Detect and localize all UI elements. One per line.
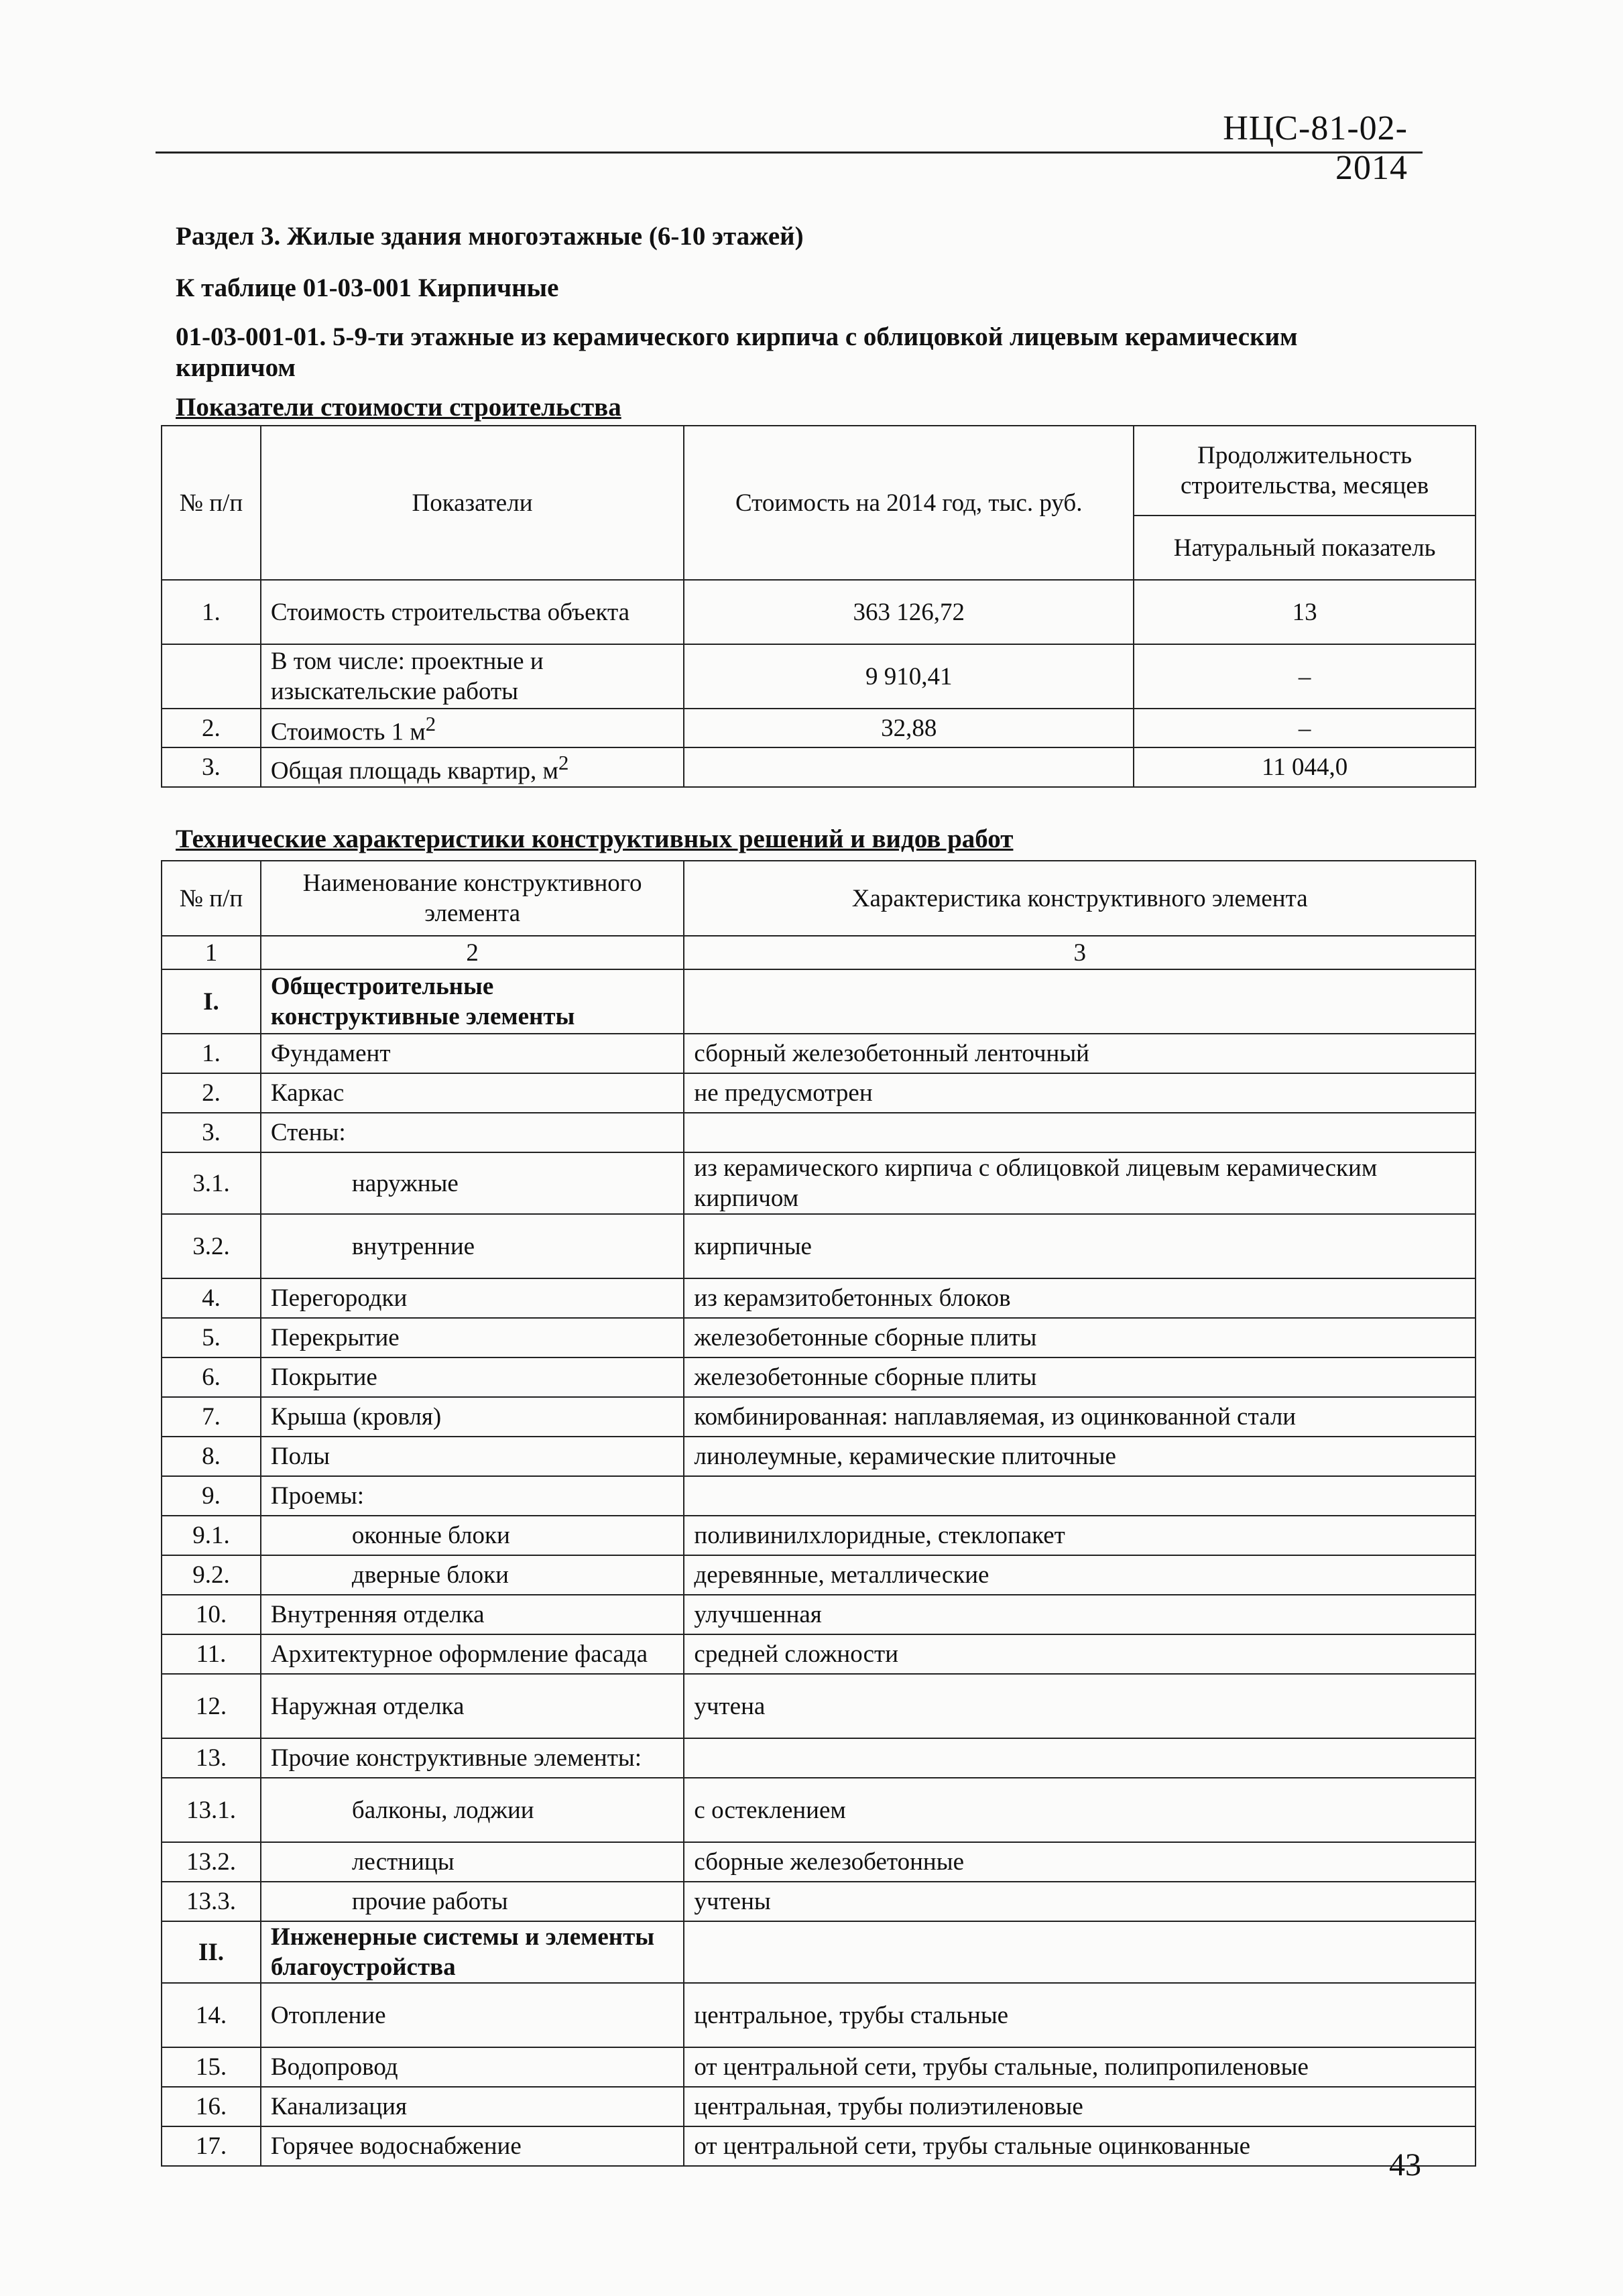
- element-characteristic: [684, 969, 1476, 1034]
- tech-header-name: Наименование конструктивного элемента: [261, 861, 684, 936]
- indicator-name: Общая площадь квартир, м: [270, 757, 558, 785]
- table-row: [162, 709, 1476, 747]
- row-number: 1.: [162, 580, 261, 644]
- element-characteristic: центральная, трубы полиэтиленовые: [684, 2087, 1476, 2126]
- element-name: дверные блоки: [261, 1555, 684, 1595]
- element-characteristic: от центральной сети, трубы стальные оцинкованные: [684, 2126, 1476, 2166]
- indicator-name: Стоимость 1 м: [270, 718, 426, 746]
- row-number: II.: [162, 1921, 261, 1983]
- table-row: [162, 580, 1476, 644]
- element-name: Наружная отделка: [261, 1674, 684, 1738]
- header-rule: [156, 152, 1423, 154]
- table-row: [162, 2126, 1476, 2166]
- element-characteristic: поливинилхлоридные, стеклопакет: [684, 1516, 1476, 1555]
- superscript: 2: [425, 713, 436, 735]
- element-name: Канализация: [261, 2087, 684, 2126]
- row-number: 3.: [162, 1113, 261, 1152]
- column-number: 1: [162, 936, 261, 969]
- row-number: 8.: [162, 1437, 261, 1476]
- element-characteristic: железобетонные сборные плиты: [684, 1318, 1476, 1357]
- element-name: Отопление: [261, 1983, 684, 2047]
- row-number: 11.: [162, 1634, 261, 1674]
- indicator-value: –: [1134, 644, 1476, 709]
- table-row: [162, 747, 1476, 786]
- element-name: Инженерные системы и элементы благоустройства: [261, 1921, 684, 1983]
- row-number: [162, 644, 261, 709]
- indicator-value: 13: [1134, 580, 1476, 644]
- table-row: [162, 1476, 1476, 1516]
- element-characteristic: [684, 1921, 1476, 1983]
- table-row: [162, 1152, 1476, 1214]
- row-number: 14.: [162, 1983, 261, 2047]
- row-number: 4.: [162, 1278, 261, 1318]
- element-characteristic: железобетонные сборные плиты: [684, 1357, 1476, 1397]
- element-characteristic: комбинированная: наплавляемая, из оцинкованной стали: [684, 1397, 1476, 1437]
- item-code-heading: 01-03-001-01. 5-9-ти этажные из керамического кирпича с облицовкой лицевым керамическим кирпичом: [176, 322, 1298, 382]
- cost-header-cost: Стоимость на 2014 год, тыс. руб.: [684, 426, 1134, 580]
- table-row: [162, 1034, 1476, 1073]
- row-number: I.: [162, 969, 261, 1034]
- element-name: Каркас: [261, 1073, 684, 1113]
- element-name: Крыша (кровля): [261, 1397, 684, 1437]
- element-characteristic: учтены: [684, 1882, 1476, 1921]
- element-characteristic: деревянные, металлические: [684, 1555, 1476, 1595]
- row-number: 9.: [162, 1476, 261, 1516]
- table-row: [162, 1437, 1476, 1476]
- row-number: 5.: [162, 1318, 261, 1357]
- row-number: 9.1.: [162, 1516, 261, 1555]
- element-name: Стены:: [261, 1113, 684, 1152]
- element-name: Горячее водоснабжение: [261, 2126, 684, 2166]
- element-characteristic: кирпичные: [684, 1214, 1476, 1278]
- row-number: 13.1.: [162, 1778, 261, 1842]
- element-characteristic: [684, 1113, 1476, 1152]
- element-name: Фундамент: [261, 1034, 684, 1073]
- element-name: прочие работы: [261, 1882, 684, 1921]
- row-number: 2.: [162, 1073, 261, 1113]
- element-characteristic: [684, 1738, 1476, 1778]
- element-name: Полы: [261, 1437, 684, 1476]
- table-row: [162, 1674, 1476, 1738]
- element-characteristic: с остеклением: [684, 1778, 1476, 1842]
- cost-table-title: Показатели стоимости строительства: [176, 393, 621, 422]
- column-number: 3: [684, 936, 1476, 969]
- table-row: [162, 2087, 1476, 2126]
- cost-header-indicator: Показатели: [261, 426, 684, 580]
- cost-value: [684, 747, 1134, 786]
- tech-header-characteristic: Характеристика конструктивного элемента: [684, 861, 1476, 936]
- row-number: 7.: [162, 1397, 261, 1437]
- element-name: Водопровод: [261, 2047, 684, 2087]
- row-number: 6.: [162, 1357, 261, 1397]
- row-number: 3.: [162, 747, 261, 786]
- element-characteristic: линолеумные, керамические плиточные: [684, 1437, 1476, 1476]
- indicator-value: –: [1134, 709, 1476, 747]
- element-name: Перегородки: [261, 1278, 684, 1318]
- table-row: [162, 1278, 1476, 1318]
- cost-header-duration: Продолжительность строительства, месяцев: [1134, 426, 1476, 516]
- table-row: [162, 644, 1476, 709]
- row-number: 10.: [162, 1595, 261, 1634]
- element-name: Перекрытие: [261, 1318, 684, 1357]
- row-number: 16.: [162, 2087, 261, 2126]
- element-characteristic: [684, 1476, 1476, 1516]
- element-characteristic: не предусмотрен: [684, 1073, 1476, 1113]
- element-name: Общестроительные конструктивные элементы: [261, 969, 684, 1034]
- cost-header-num: № п/п: [162, 426, 261, 580]
- table-row: [162, 1595, 1476, 1634]
- indicator-cell: [261, 709, 684, 747]
- tech-header-num: № п/п: [162, 861, 261, 936]
- table-row: [162, 1113, 1476, 1152]
- table-row: [162, 1983, 1476, 2047]
- element-name: балконы, лоджии: [261, 1778, 684, 1842]
- table-row: [162, 1357, 1476, 1397]
- table-row: [162, 969, 1476, 1034]
- page-number: 43: [1389, 2147, 1421, 2183]
- element-name: Покрытие: [261, 1357, 684, 1397]
- table-row: [162, 1738, 1476, 1778]
- indicator-cell: [261, 747, 684, 786]
- element-characteristic: от центральной сети, трубы стальные, полипропиленовые: [684, 2047, 1476, 2087]
- cost-value: 32,88: [684, 709, 1134, 747]
- row-number: 12.: [162, 1674, 261, 1738]
- table-row: [162, 1842, 1476, 1882]
- table-row: [162, 1921, 1476, 1983]
- element-name: оконные блоки: [261, 1516, 684, 1555]
- table-row: [162, 1778, 1476, 1842]
- row-number: 15.: [162, 2047, 261, 2087]
- row-number: 13.: [162, 1738, 261, 1778]
- cost-value: 9 910,41: [684, 644, 1134, 709]
- row-number: 9.2.: [162, 1555, 261, 1595]
- section-heading: Раздел 3. Жилые здания многоэтажные (6-10 этажей): [176, 222, 804, 251]
- table-row: [162, 1555, 1476, 1595]
- indicator-name: Стоимость строительства объекта: [261, 580, 684, 644]
- element-name: Внутренняя отделка: [261, 1595, 684, 1634]
- table-row: [162, 1882, 1476, 1921]
- table-row: [162, 1634, 1476, 1674]
- element-characteristic: центральное, трубы стальные: [684, 1983, 1476, 2047]
- column-number: 2: [261, 936, 684, 969]
- table-reference-heading: К таблице 01-03-001 Кирпичные: [176, 274, 559, 302]
- element-name: Проемы:: [261, 1476, 684, 1516]
- row-number: 3.1.: [162, 1152, 261, 1214]
- row-number: 13.2.: [162, 1842, 261, 1882]
- element-name: Архитектурное оформление фасада: [261, 1634, 684, 1674]
- table-row: [162, 1214, 1476, 1278]
- table-row: [162, 1318, 1476, 1357]
- table-row: [162, 1516, 1476, 1555]
- indicator-value: 11 044,0: [1134, 747, 1476, 786]
- element-characteristic: учтена: [684, 1674, 1476, 1738]
- element-name: лестницы: [261, 1842, 684, 1882]
- element-name: наружные: [261, 1152, 684, 1214]
- row-number: 1.: [162, 1034, 261, 1073]
- row-number: 13.3.: [162, 1882, 261, 1921]
- element-characteristic: из керамзитобетонных блоков: [684, 1278, 1476, 1318]
- element-characteristic: улучшенная: [684, 1595, 1476, 1634]
- element-name: внутренние: [261, 1214, 684, 1278]
- superscript: 2: [558, 751, 569, 775]
- tech-table-title: Технические характеристики конструктивных решений и видов работ: [176, 825, 1014, 853]
- cost-indicators-table: [161, 425, 1476, 788]
- table-row: [162, 1073, 1476, 1113]
- element-characteristic: сборные железобетонные: [684, 1842, 1476, 1882]
- technical-characteristics-table: [161, 860, 1476, 2167]
- cost-header-natural: Натуральный показатель: [1134, 516, 1476, 580]
- cost-value: 363 126,72: [684, 580, 1134, 644]
- row-number: 3.2.: [162, 1214, 261, 1278]
- element-characteristic: из керамического кирпича с облицовкой лицевым керамическим кирпичом: [684, 1152, 1476, 1214]
- table-row: [162, 2047, 1476, 2087]
- element-characteristic: сборный железобетонный ленточный: [684, 1034, 1476, 1073]
- element-characteristic: средней сложности: [684, 1634, 1476, 1674]
- indicator-name: В том числе: проектные и изыскательские работы: [261, 644, 684, 709]
- table-row: [162, 1397, 1476, 1437]
- row-number: 2.: [162, 709, 261, 747]
- row-number: 17.: [162, 2126, 261, 2166]
- document-code: НЦС-81-02-2014: [1223, 109, 1408, 187]
- element-name: Прочие конструктивные элементы:: [261, 1738, 684, 1778]
